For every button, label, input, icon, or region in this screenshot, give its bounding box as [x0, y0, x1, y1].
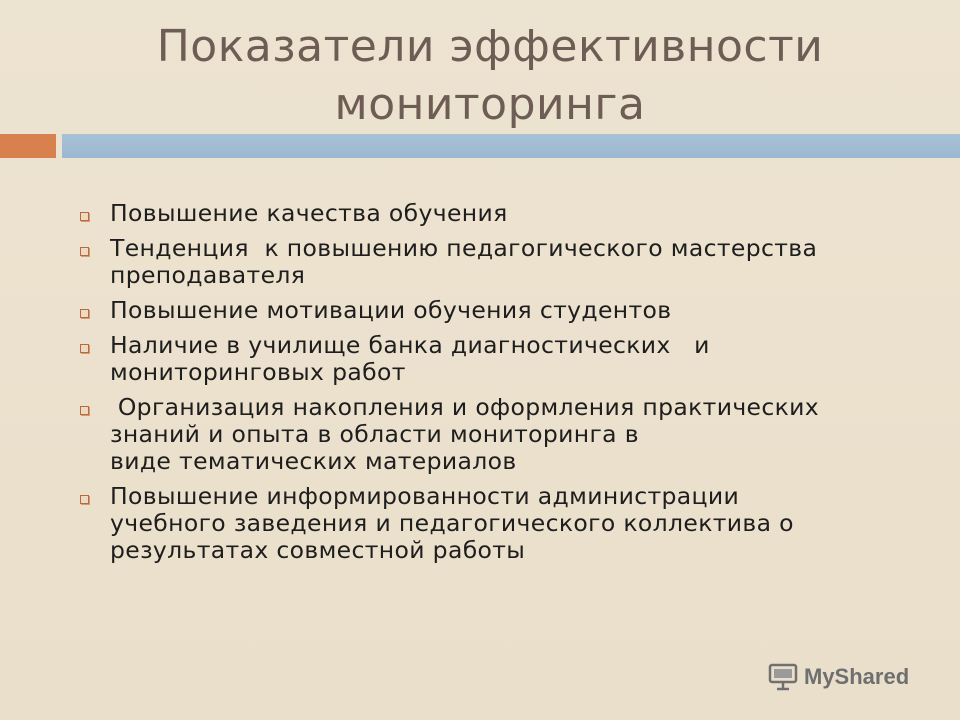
- bullet-item-5: [74, 394, 924, 475]
- square-bullet-icon: [80, 212, 89, 221]
- slide-title-line-1: Показатели эффективности: [156, 21, 824, 72]
- slide-title-line-2: мониторинга: [334, 79, 646, 130]
- bullet-text: Повышение качества обучения: [110, 199, 508, 227]
- presentation-board-icon: [768, 663, 798, 691]
- bullet-text: Повышение мотивации обучения студентов: [110, 296, 672, 324]
- bullet-item-3: [74, 297, 924, 324]
- watermark-logo-text: MyShared: [804, 664, 910, 689]
- myshared-watermark: [768, 660, 938, 694]
- bullet-list: [74, 200, 924, 572]
- bullet-text: Наличие в училище банка диагностических и мониторинговых работ: [110, 331, 710, 386]
- slide-title: [60, 18, 920, 134]
- bullet-item-6: [74, 483, 924, 564]
- bullet-item-1: [74, 200, 924, 227]
- bullet-text: Повышение информированности администрации учебного заведения и педагогического коллектива о результатах совместной работы: [110, 482, 794, 564]
- bullet-text: Тенденция к повышению педагогического мастерства преподавателя: [110, 234, 818, 289]
- bullet-item-4: [74, 332, 924, 386]
- square-bullet-icon: [80, 344, 89, 353]
- bullet-text: Организация накопления и оформления практических знаний и опыта в области мониторинга в виде тематических материалов: [110, 393, 820, 475]
- square-bullet-icon: [80, 309, 89, 318]
- title-accent-blue-band: [62, 134, 960, 158]
- square-bullet-icon: [80, 406, 89, 415]
- bullet-item-2: [74, 235, 924, 289]
- title-accent-orange-band: [0, 134, 56, 158]
- square-bullet-icon: [80, 247, 89, 256]
- square-bullet-icon: [80, 495, 89, 504]
